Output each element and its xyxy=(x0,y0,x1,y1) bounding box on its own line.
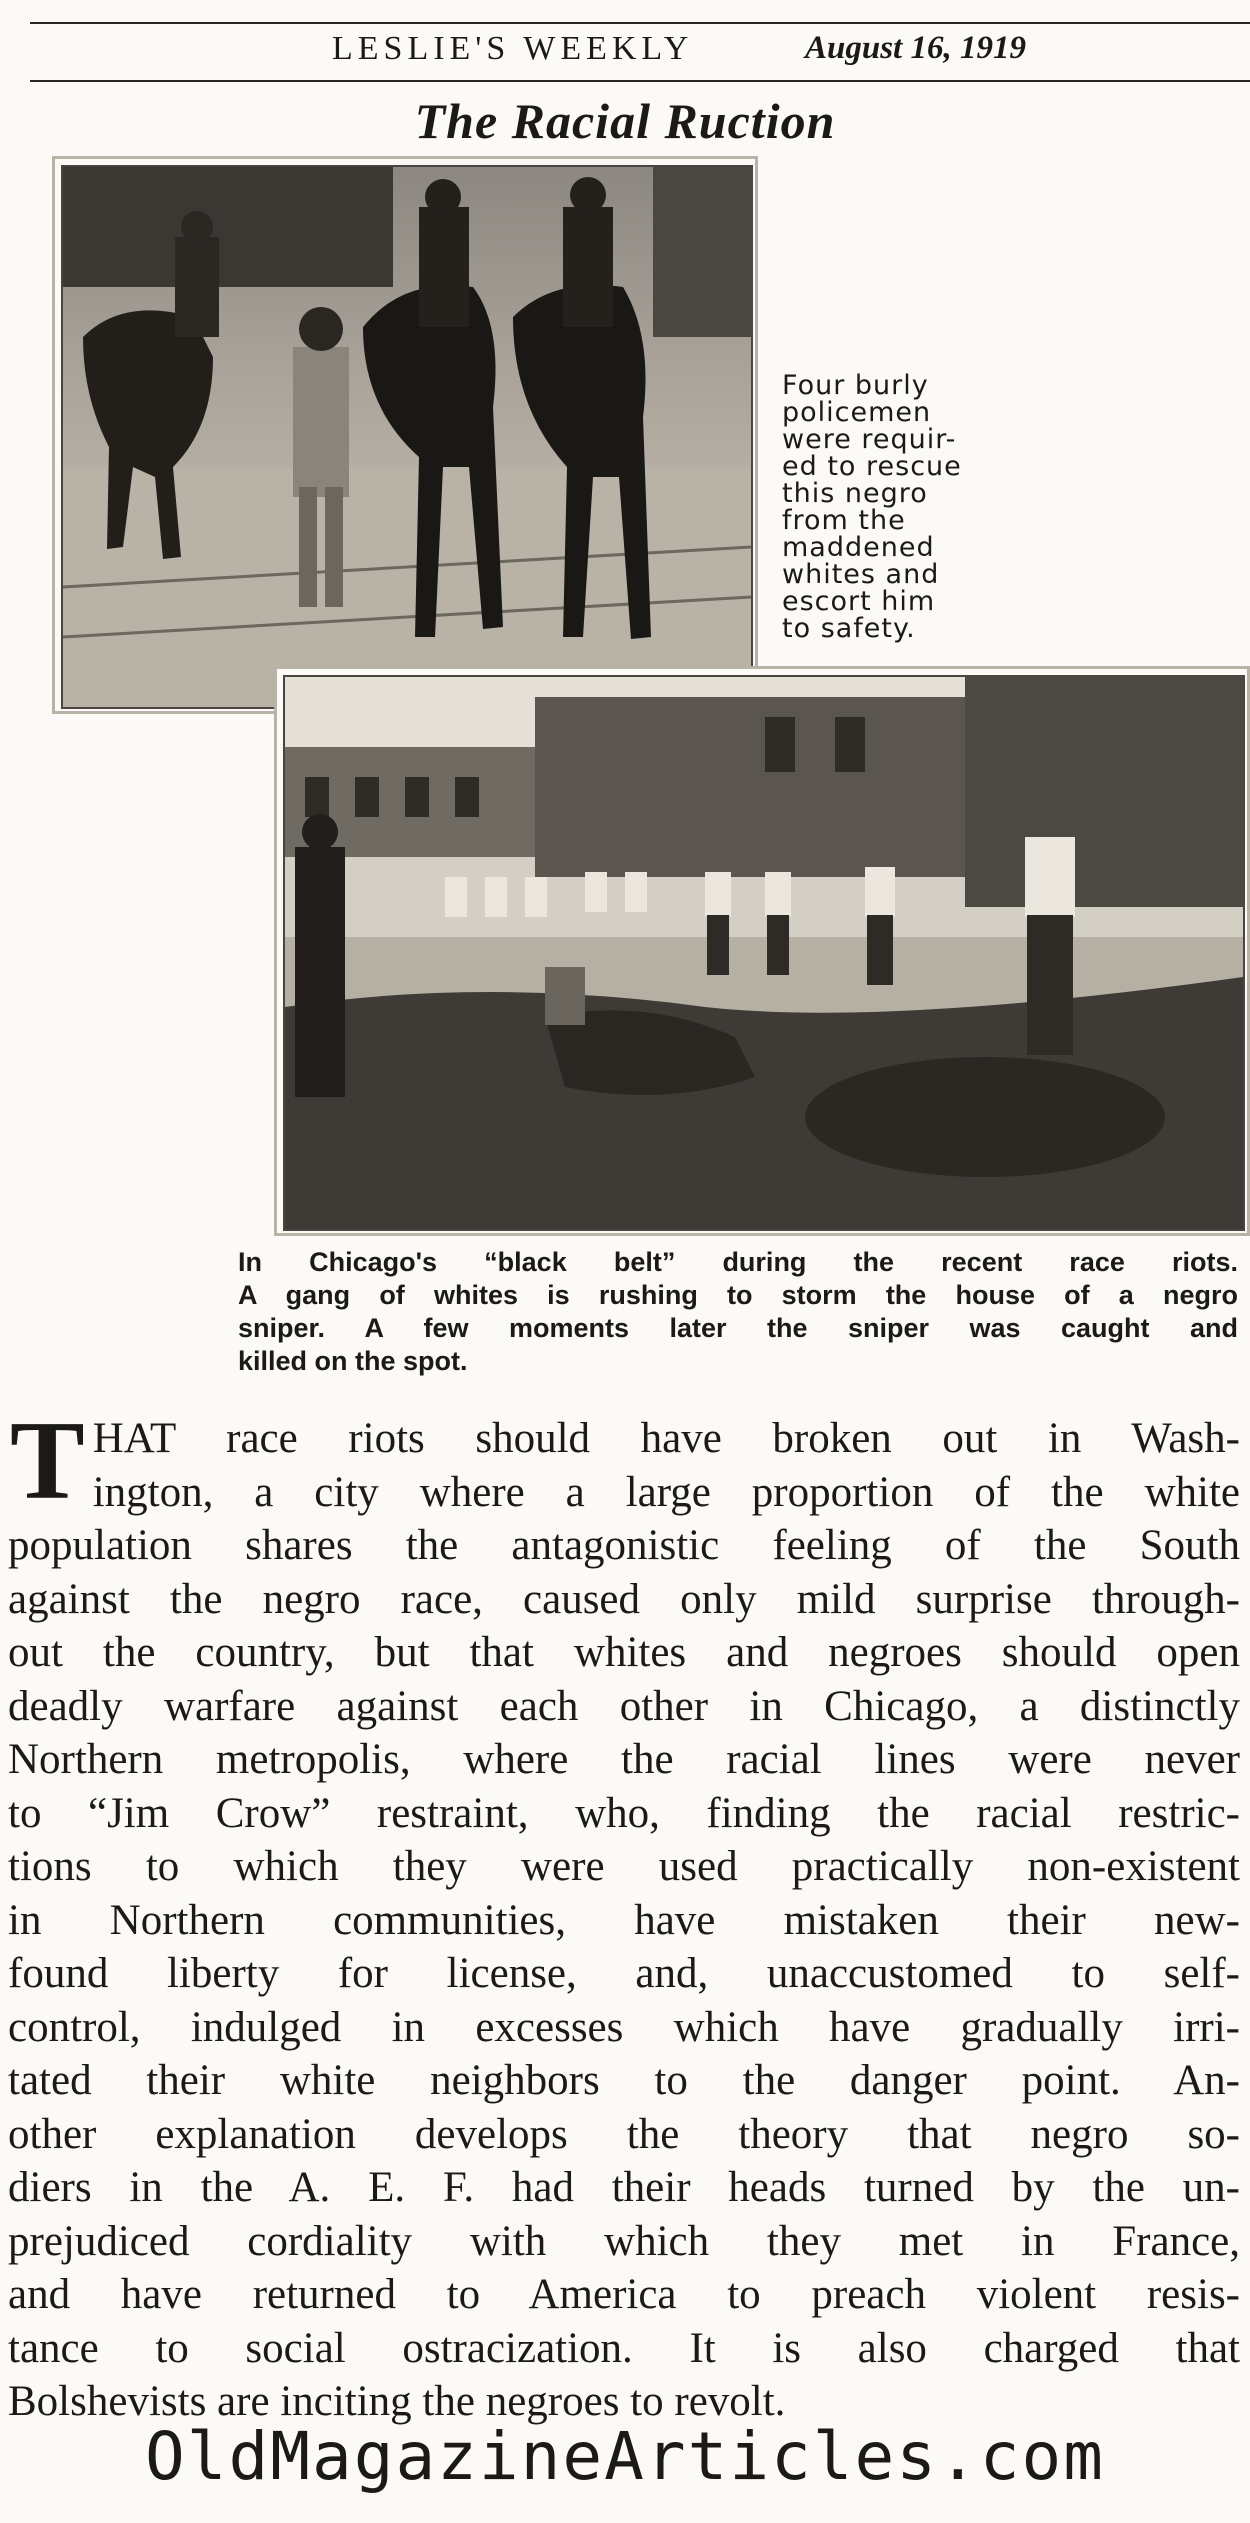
crowd-riot-image xyxy=(285,677,1243,1229)
page-header xyxy=(0,30,1250,76)
article-line: other explanation develops the theory that negro so- xyxy=(8,2110,1240,2158)
caption-line: maddened xyxy=(782,532,935,563)
article-line: Bolshevists are inciting the negroes to revolt. xyxy=(8,2378,786,2425)
header-rule xyxy=(30,80,1250,82)
article-line: diers in the A. E. F. had their heads turned by the un- xyxy=(8,2164,1240,2211)
article-line: out the country, but that whites and negroes should open xyxy=(8,1629,1240,1676)
caption-line: policemen xyxy=(782,397,932,428)
caption-line: this negro xyxy=(782,478,928,509)
caption-line: killed on the spot. xyxy=(238,1346,468,1376)
caption-line: whites and xyxy=(782,559,940,590)
article-line: against the negro race, caused only mild surprise through- xyxy=(8,1575,1240,1623)
mounted-police-photo xyxy=(52,156,758,714)
article-line: prejudiced cordiality with which they met in France, xyxy=(8,2217,1240,2265)
article-line: tance to social ostracization. It is also charged that xyxy=(8,2324,1240,2372)
crowd-riot-photo xyxy=(274,666,1250,1236)
article-line: Northern metropolis, where the racial lines were never xyxy=(8,1736,1240,1783)
top-rule xyxy=(30,22,1250,24)
caption-line: A gang of whites is rushing to storm the house of a negro xyxy=(238,1280,1238,1310)
article-line: and have returned to America to preach violent resis- xyxy=(8,2271,1240,2318)
mounted-police-image xyxy=(63,167,751,707)
caption-line: sniper. A few moments later the sniper was caught and xyxy=(238,1313,1238,1343)
top-photo-caption xyxy=(782,372,1012,642)
article-headline: The Racial Ruction xyxy=(414,93,836,149)
caption-line: ed to rescue xyxy=(782,451,962,482)
article-line: deadly warfare against each other in Chicago, a distinctly xyxy=(8,1682,1240,1730)
article-line: population shares the antagonistic feeling of the South xyxy=(8,1522,1240,1569)
article-line: in Northern communities, have mistaken their new- xyxy=(8,1896,1240,1944)
article-line: ington, a city where a large proportion of the white xyxy=(92,1468,1240,1516)
site-watermark: OldMagazineArticles.com xyxy=(145,2418,1105,2495)
bottom-photo-caption xyxy=(238,1246,1238,1378)
drop-cap: T xyxy=(10,1399,85,1523)
article-line: to “Jim Crow” restraint, who, finding the racial restric- xyxy=(8,1789,1240,1837)
article-line: found liberty for license, and, unaccustomed to self- xyxy=(8,1950,1240,1997)
article-line: HAT race riots should have broken out in Wash- xyxy=(92,1415,1240,1462)
issue-date: August 16, 1919 xyxy=(805,30,1026,66)
caption-line: escort him xyxy=(782,586,936,617)
article-body xyxy=(8,1399,1240,2429)
magazine-title: LESLIE'S WEEKLY xyxy=(332,30,694,67)
article-line: tions to which they were used practically non-existent xyxy=(8,1843,1240,1890)
caption-line: Four burly xyxy=(782,370,929,401)
article-line: control, indulged in excesses which have gradually irri- xyxy=(8,2003,1240,2051)
caption-line: were requir- xyxy=(782,424,957,455)
article-line: tated their white neighbors to the danger point. An- xyxy=(8,2057,1240,2104)
caption-line: In Chicago's “black belt” during the recent race riots. xyxy=(238,1247,1238,1277)
caption-line: from the xyxy=(782,505,906,536)
caption-line: to safety. xyxy=(782,613,916,644)
